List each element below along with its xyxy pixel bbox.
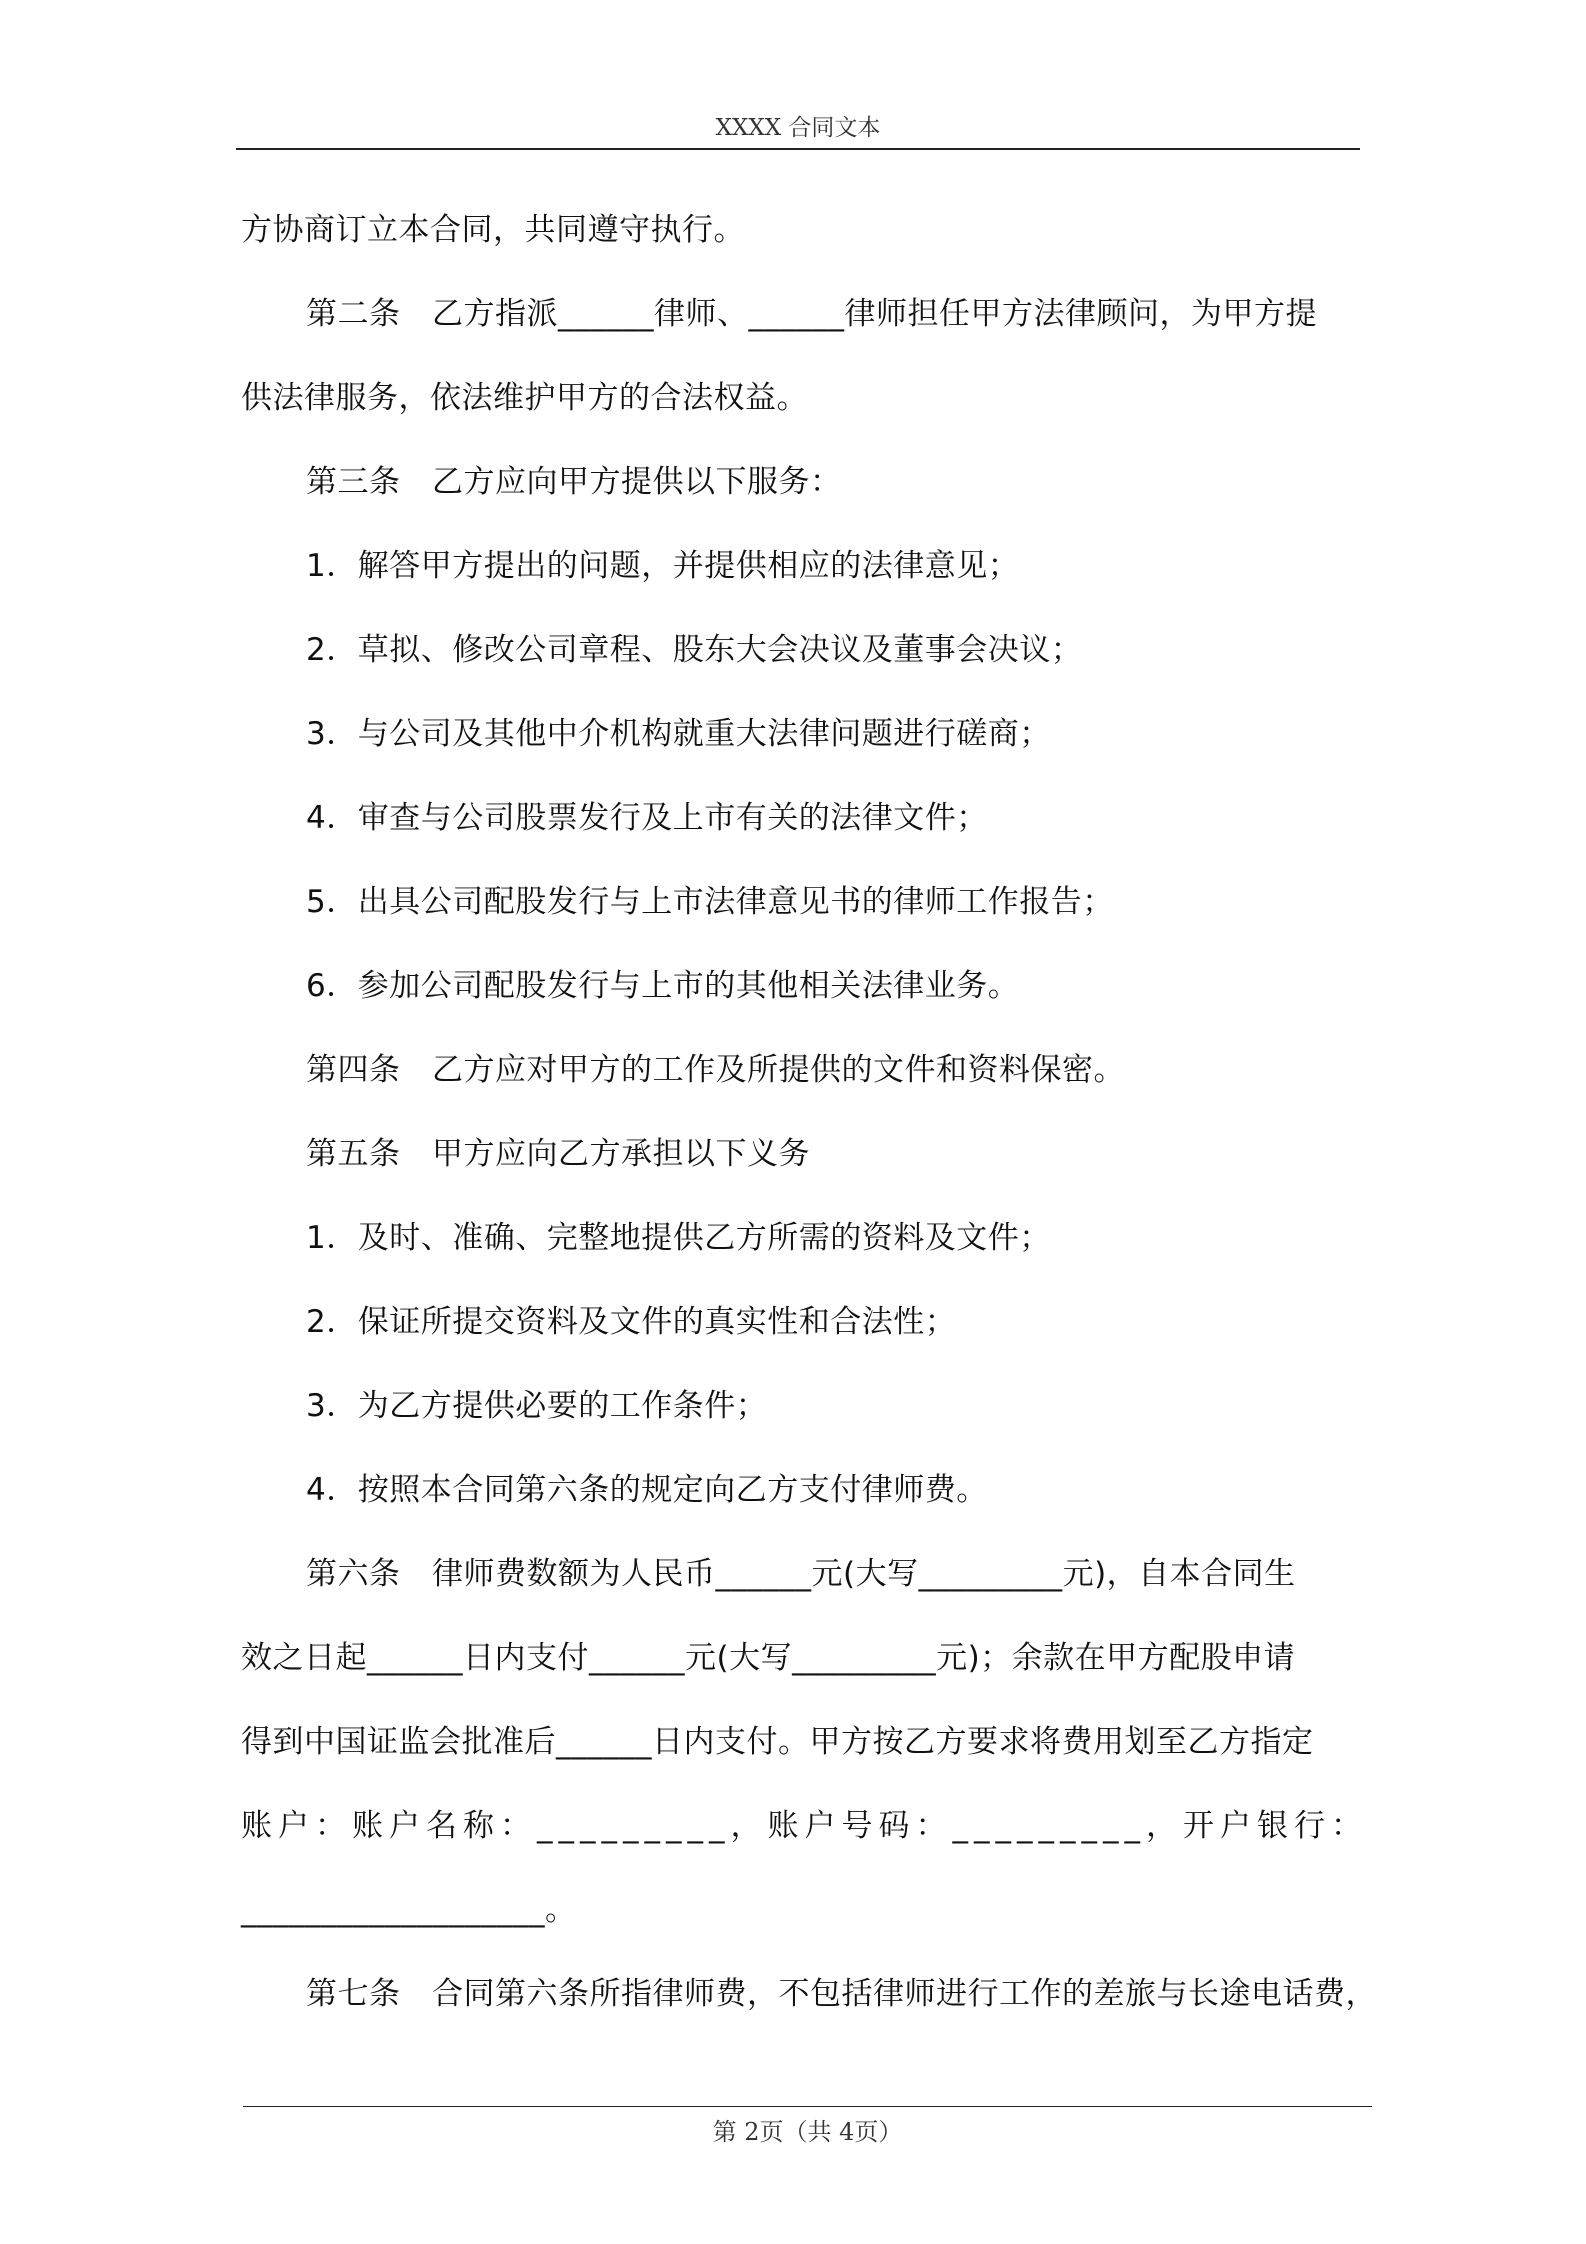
paragraph-line: 方协商订立本合同，共同遵守执行。	[241, 212, 745, 248]
footer-divider	[243, 2106, 1372, 2107]
list-item: 4．审查与公司股票发行及上市有关的法律文件；	[306, 800, 988, 836]
page-header: XXXX 合同文本	[715, 115, 881, 141]
paragraph-line: 得到中国证监会批准后______日内支付。甲方按乙方要求将费用划至乙方指定	[241, 1724, 1314, 1760]
paragraph-line: 账户：账户名称：_________，账户号码：_________，开户银行：	[241, 1808, 1368, 1844]
list-item: 1．及时、准确、完整地提供乙方所需的资料及文件；	[306, 1220, 1051, 1256]
paragraph-line: 效之日起______日内支付______元(大写_________元)；余款在甲方配股申请	[241, 1640, 1296, 1676]
list-item: 4．按照本合同第六条的规定向乙方支付律师费。	[306, 1472, 988, 1508]
article-4: 第四条 乙方应对甲方的工作及所提供的文件和资料保密。	[306, 1052, 1125, 1088]
article-6: 第六条 律师费数额为人民币______元(大写_________元)，自本合同生	[306, 1556, 1296, 1592]
list-item: 2．草拟、修改公司章程、股东大会决议及董事会决议；	[306, 632, 1083, 668]
list-item: 5．出具公司配股发行与上市法律意见书的律师工作报告；	[306, 884, 1114, 920]
article-2: 第二条 乙方指派______律师、______律师担任甲方法律顾问，为甲方提	[306, 296, 1317, 332]
header-divider	[236, 148, 1360, 150]
list-item: 1．解答甲方提出的问题，并提供相应的法律意见；	[306, 548, 1020, 584]
list-item: 3．为乙方提供必要的工作条件；	[306, 1388, 768, 1424]
paragraph-line: ___________________。	[241, 1892, 577, 1928]
page-number: 第 2页（共 4页）	[712, 2118, 903, 2146]
article-3: 第三条 乙方应向甲方提供以下服务：	[306, 464, 842, 500]
list-item: 3．与公司及其他中介机构就重大法律问题进行磋商；	[306, 716, 1051, 752]
list-item: 2．保证所提交资料及文件的真实性和合法性；	[306, 1304, 957, 1340]
list-item: 6．参加公司配股发行与上市的其他相关法律业务。	[306, 968, 1020, 1004]
paragraph-line: 供法律服务，依法维护甲方的合法权益。	[241, 380, 808, 416]
article-7: 第七条 合同第六条所指律师费，不包括律师进行工作的差旅与长途电话费，	[306, 1976, 1377, 2012]
article-5: 第五条 甲方应向乙方承担以下义务	[306, 1136, 810, 1172]
